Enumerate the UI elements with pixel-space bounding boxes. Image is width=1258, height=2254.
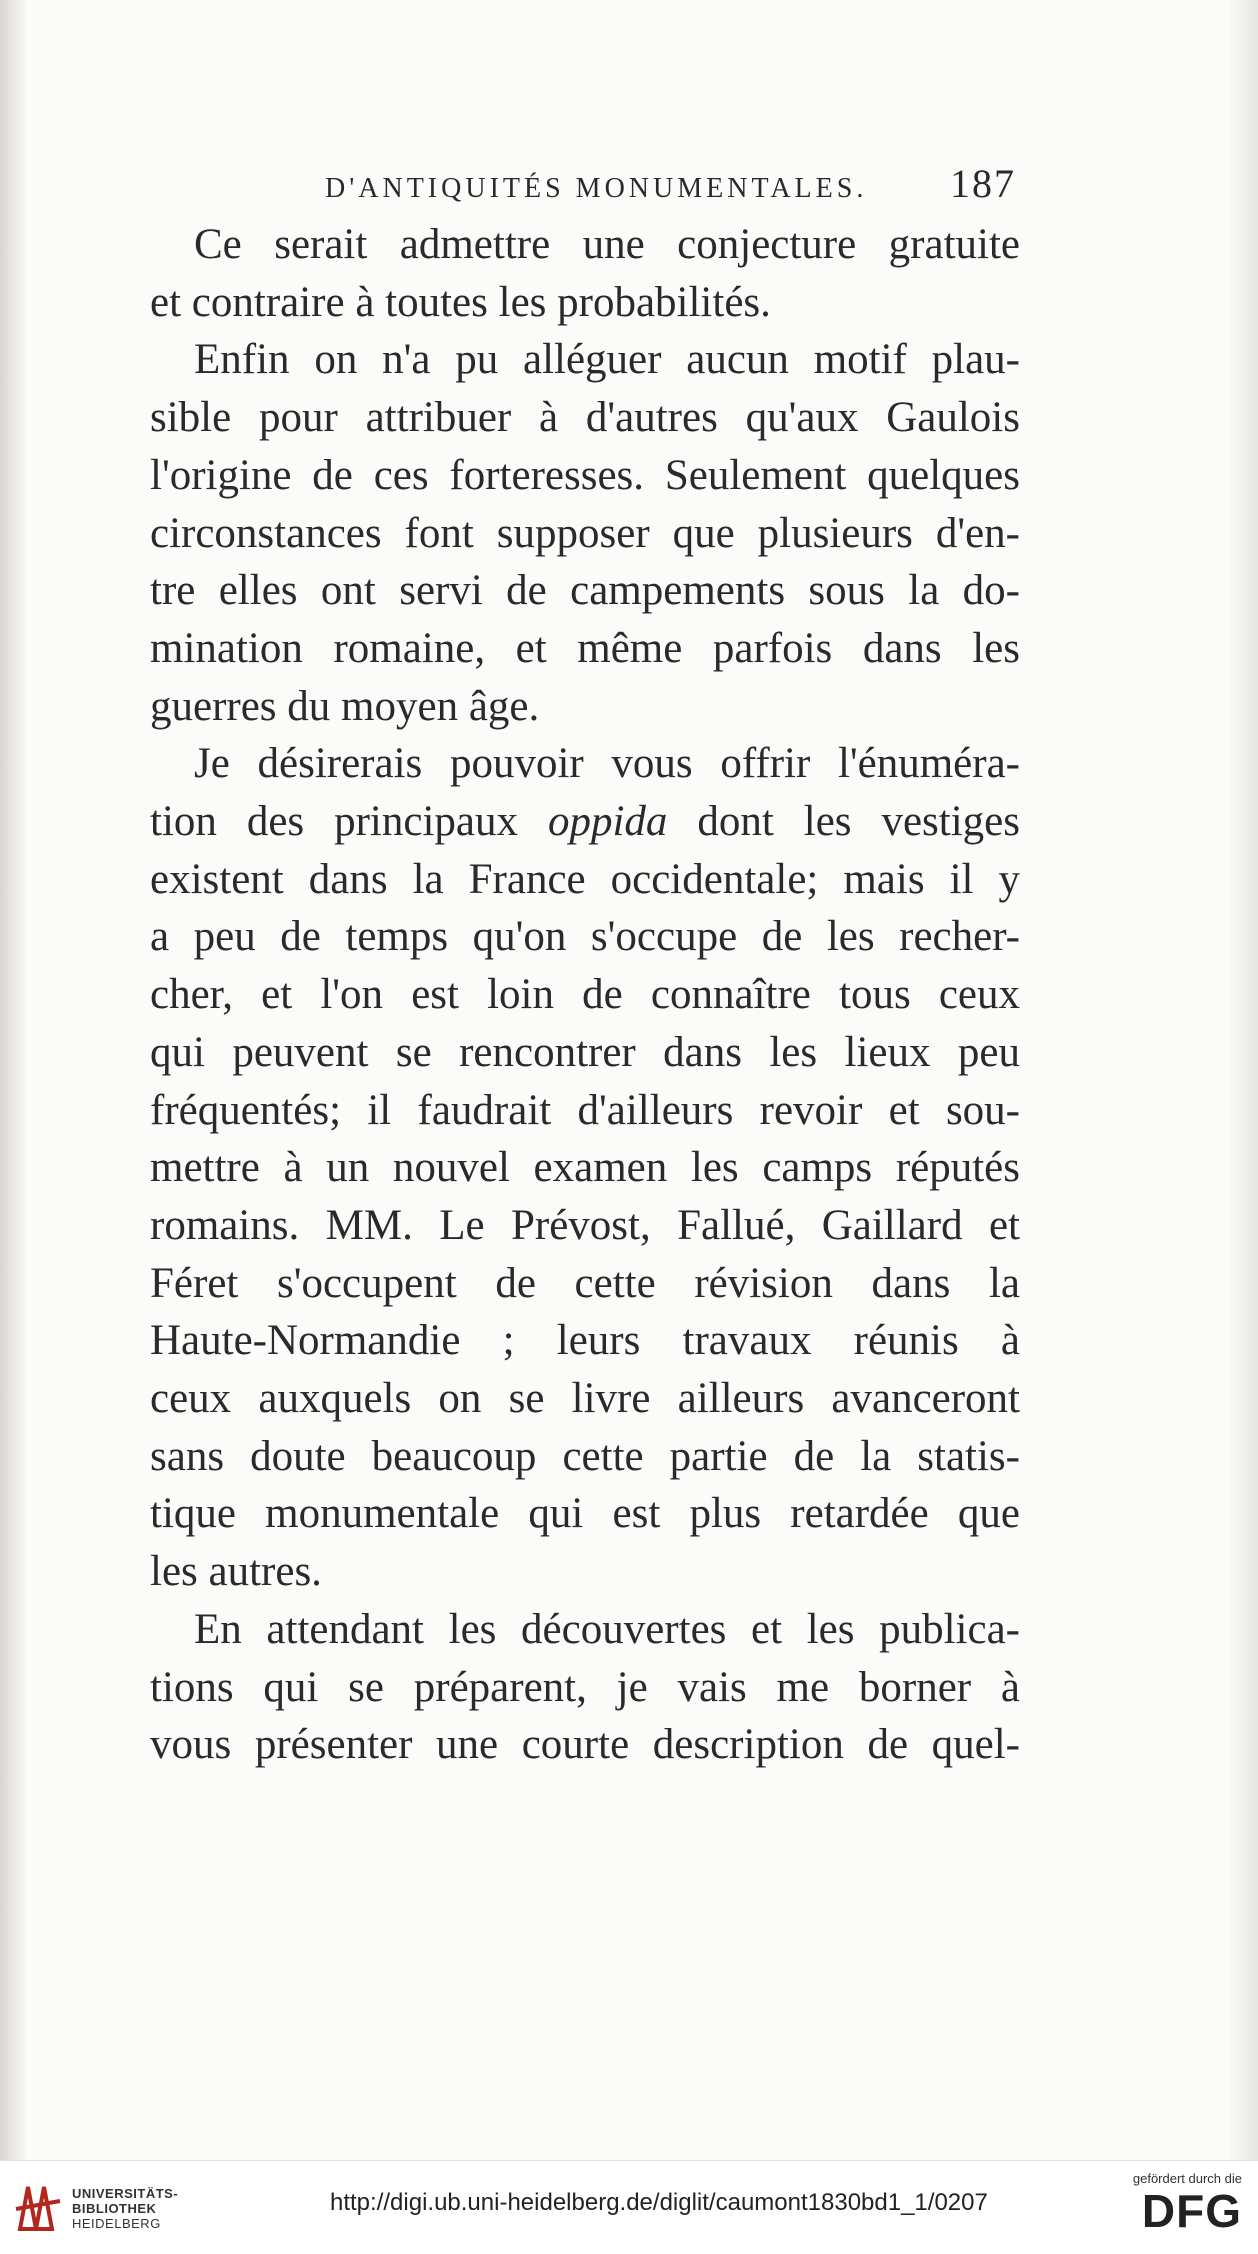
text-line: ceux auxquels on se livre ailleurs avanceront <box>150 1375 1020 1423</box>
text-line: Féret s'occupent de cette révision dans la <box>150 1259 1020 1307</box>
text-line: cher, et l'on est loin de connaître tous ceux <box>150 971 1020 1019</box>
text-line: guerres du moyen âge. <box>150 682 540 730</box>
library-name-line: HEIDELBERG <box>72 2215 161 2231</box>
text-line: tique monumentale qui est plus retardée que <box>150 1490 1020 1538</box>
page-edge-shadow <box>1230 0 1258 2160</box>
library-name-line: UNIVERSITÄTS- <box>72 2185 179 2201</box>
text-line: mettre à un nouvel examen les camps réputés <box>150 1144 1020 1192</box>
text-line <box>150 793 1020 851</box>
viewer-footer <box>0 2160 1258 2254</box>
text-line: circonstances font supposer que plusieurs d'en- <box>150 509 1020 557</box>
text-line: qui peuvent se rencontrer dans les lieux peu <box>150 1028 1020 1076</box>
text-line: existent dans la France occidentale; mais il y <box>150 855 1020 903</box>
library-name-line: BIBLIOTHEK <box>72 2200 157 2216</box>
text-line-part: dont les vestiges <box>667 798 1020 846</box>
document-url[interactable]: http://digi.ub.uni-heidelberg.de/diglit/caumont1830bd1_1/0207 <box>330 2189 988 2216</box>
text-line: Haute-Normandie ; leurs travaux réunis à <box>150 1317 1020 1365</box>
page-number: 187 <box>950 161 1016 206</box>
text-line: Ce serait admettre une conjecture gratuite <box>194 221 1020 268</box>
text-line: Je désirerais pouvoir vous offrir l'énuméra- <box>194 740 1020 788</box>
paragraph-1 <box>150 216 1020 331</box>
text-line: a peu de temps qu'on s'occupe de les recher- <box>150 913 1020 961</box>
ub-heidelberg-logo-icon <box>14 2179 62 2237</box>
paragraph-3 <box>150 735 1020 1601</box>
text-line: l'origine de ces forteresses. Seulement quelques <box>150 451 1020 499</box>
library-logo[interactable] <box>14 2179 178 2237</box>
text-line: vous présenter une courte description de quel- <box>150 1721 1020 1769</box>
text-line: sans doute beaucoup cette partie de la statis- <box>150 1432 1020 1480</box>
text-line: Enfin on n'a pu alléguer aucun motif plau- <box>194 336 1020 384</box>
dfg-logo: DFG <box>1141 2185 1242 2237</box>
text-line: et contraire à toutes les probabilités. <box>150 278 771 326</box>
sponsor-caption: gefördert durch die <box>1132 2171 1242 2186</box>
text-line: tre elles ont servi de campements sous la do- <box>150 567 1020 615</box>
text-line: les autres. <box>150 1548 322 1596</box>
page-gutter-shadow <box>0 0 26 2160</box>
paragraph-2 <box>150 331 1020 735</box>
running-head-title: D'ANTIQUITÉS MONUMENTALES. <box>325 173 868 204</box>
text-line-part: tion des principaux <box>150 798 548 846</box>
text-line: En attendant les découvertes et les publica- <box>194 1605 1020 1653</box>
text-line: mination romaine, et même parfois dans les <box>150 624 1020 672</box>
page-text-block <box>150 160 1020 1774</box>
text-line: romains. MM. Le Prévost, Fallué, Gaillard et <box>150 1201 1020 1249</box>
italic-term-oppida: oppida <box>547 798 668 846</box>
paragraph-4 <box>150 1601 1020 1774</box>
sponsor-block[interactable] <box>1133 2171 1242 2236</box>
text-line: fréquentés; il faudrait d'ailleurs revoir et sou- <box>150 1086 1020 1134</box>
running-head <box>150 160 1020 216</box>
text-line: sible pour attribuer à d'autres qu'aux Gaulois <box>150 394 1020 442</box>
text-line: tions qui se préparent, je vais me borner à <box>150 1663 1020 1711</box>
library-name <box>72 2186 178 2231</box>
